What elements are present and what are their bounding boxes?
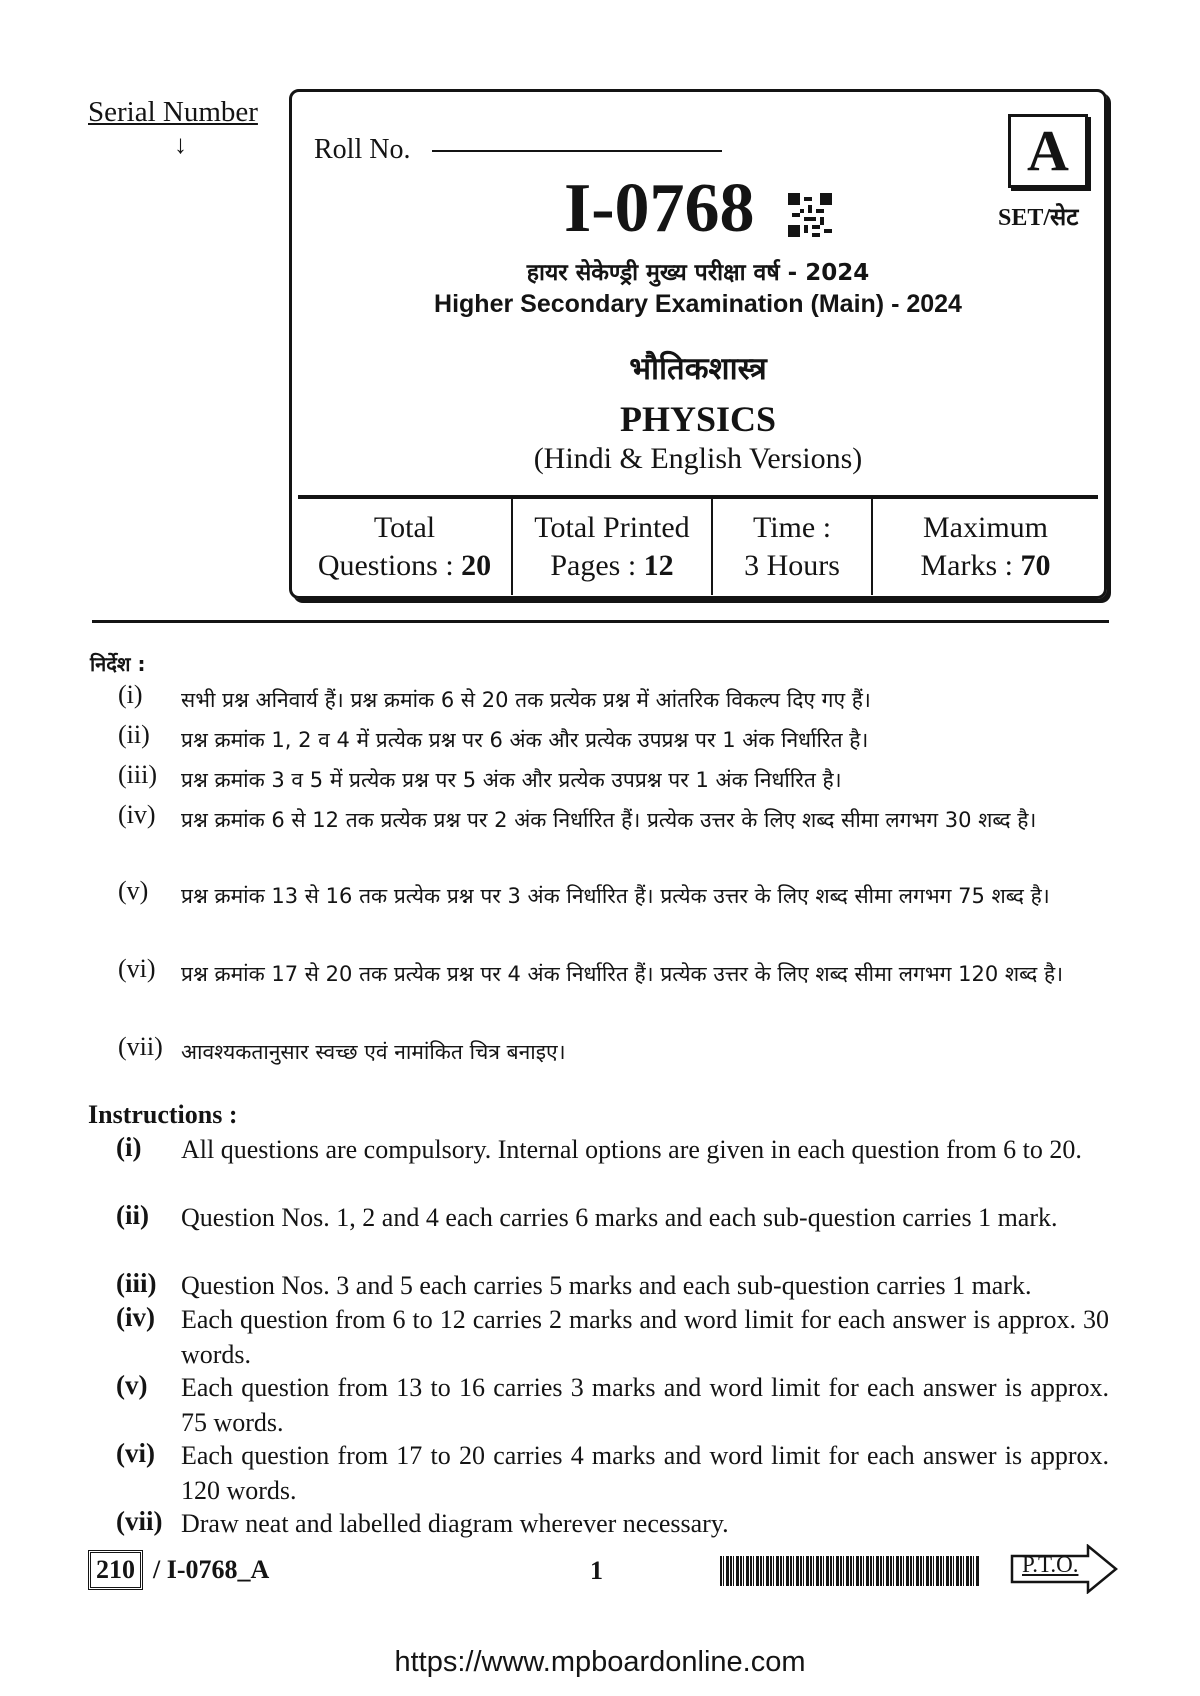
subject-english: PHYSICS — [619, 399, 777, 439]
paper-header-box — [289, 89, 1107, 599]
footer-box-number: 210 — [88, 1550, 143, 1590]
total-pages-cell: Total Printed Pages : 12 — [513, 499, 713, 595]
serial-arrow-icon: ↓ — [174, 130, 187, 159]
serial-number-label: Serial Number — [88, 96, 258, 128]
english-instructions-heading: Instructions : — [88, 1100, 238, 1129]
pto-label: P.T.O. — [1022, 1552, 1079, 1577]
source-url[interactable]: https://www.mpboardonline.com — [394, 1646, 806, 1678]
versions-note: (Hindi & English Versions) — [533, 442, 863, 475]
footer-paper-ref: / I-0768_A — [153, 1555, 270, 1584]
time-cell: Time : 3 Hours — [713, 499, 873, 595]
set-letter-box: A — [1008, 114, 1088, 188]
exam-title-hindi: हायर सेकेण्ड्री मुख्य परीक्षा वर्ष - 2024 — [526, 260, 870, 286]
exam-title-english: Higher Secondary Examination (Main) - 2024 — [434, 290, 962, 318]
roll-number-field[interactable] — [432, 150, 722, 152]
qr-code-icon — [788, 193, 832, 237]
hindi-instructions-heading: निर्देश : — [90, 652, 146, 676]
roll-number-label: Roll No. — [314, 134, 411, 165]
set-label: SET/सेट — [998, 205, 1079, 231]
paper-meta-table — [298, 495, 1098, 595]
page-number: 1 — [590, 1556, 603, 1585]
paper-code — [292, 170, 1104, 247]
total-questions-cell: Total Questions : 20 — [298, 499, 513, 595]
paper-code-text: I-0768 — [563, 170, 755, 247]
footer-paper-code — [88, 1550, 269, 1590]
section-divider — [92, 620, 1109, 623]
max-marks-cell: Maximum Marks : 70 — [920, 511, 1051, 582]
barcode-icon — [720, 1556, 980, 1586]
subject-hindi: भौतिकशास्त्र — [629, 351, 767, 387]
